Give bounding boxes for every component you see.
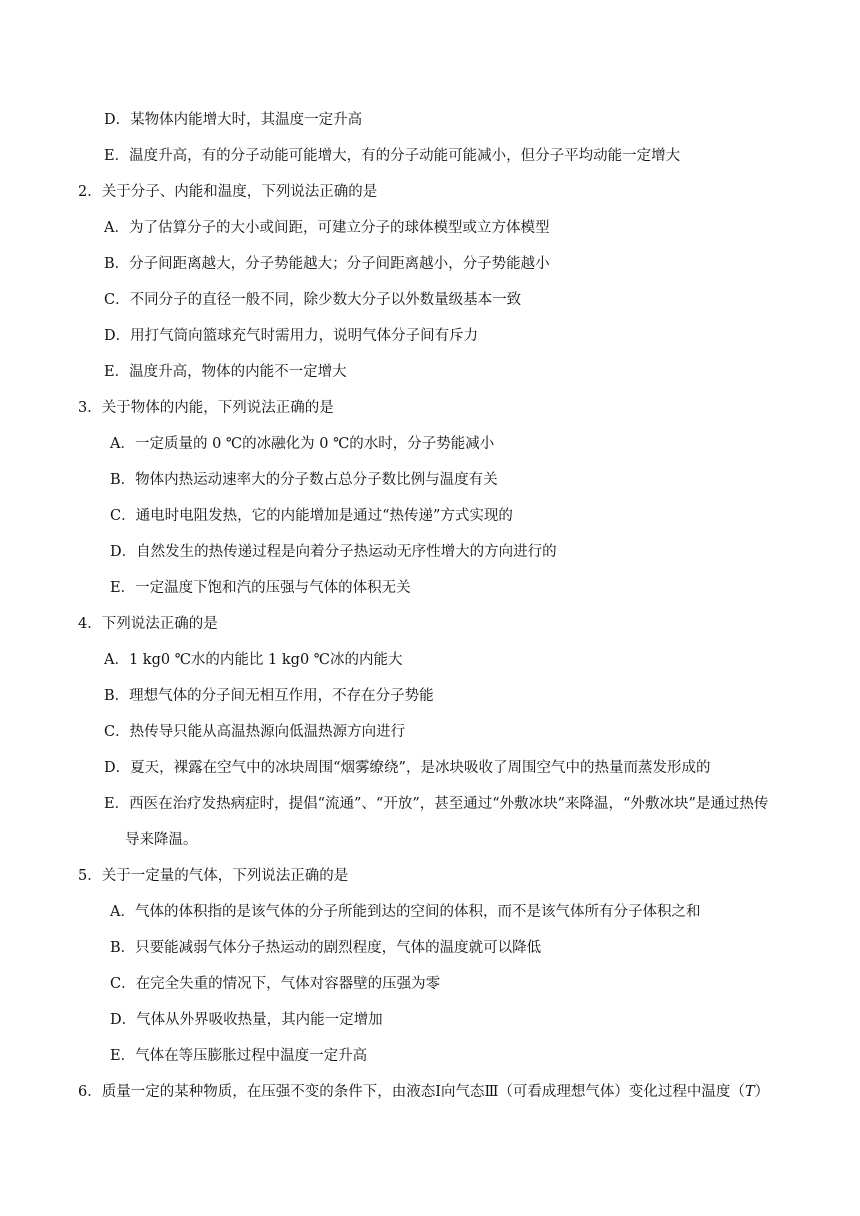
q4-option-d: D．夏天，裸露在空气中的冰块周围“烟雾缭绕”，是冰块吸收了周围空气中的热量而蒸发形成的	[104, 760, 711, 776]
q3-stem: 3．关于物体的内能，下列说法正确的是	[78, 400, 334, 416]
q5-option-e: E．气体在等压膨胀过程中温度一定升高	[110, 1048, 368, 1064]
q5-option-d: D．气体从外界吸收热量，其内能一定增加	[110, 1012, 383, 1028]
q4-option-e-continued: 导来降温。	[125, 832, 198, 848]
q5-option-c: C．在完全失重的情况下，气体对容器壁的压强为零	[110, 976, 441, 992]
q6-stem	[78, 1082, 769, 1102]
q6-stem-before: 6．质量一定的某种物质，在压强不变的条件下，由液态Ⅰ向气态Ⅲ（可看成理想气体）变化过程中温度（	[78, 1084, 745, 1100]
q2-stem: 2．关于分子、内能和温度，下列说法正确的是	[78, 184, 378, 200]
q1-option-e: E．温度升高，有的分子动能可能增大，有的分子动能可能减小，但分子平均动能一定增大	[104, 148, 681, 164]
q5-option-b: B．只要能减弱气体分子热运动的剧烈程度，气体的温度就可以降低	[110, 940, 542, 956]
q3-option-b: B．物体内热运动速率大的分子数占总分子数比例与温度有关	[110, 472, 498, 488]
q2-option-a: A．为了估算分子的大小或间距，可建立分子的球体模型或立方体模型	[104, 220, 550, 236]
q3-option-a: A．一定质量的 0 ℃的冰融化为 0 ℃的水时，分子势能减小	[110, 436, 495, 452]
q4-option-a: A．1 kg0 ℃水的内能比 1 kg0 ℃冰的内能大	[104, 652, 403, 668]
q2-option-b: B．分子间距离越大，分子势能越大；分子间距离越小，分子势能越小	[104, 256, 550, 272]
q2-option-d: D．用打气筒向篮球充气时需用力，说明气体分子间有斥力	[104, 328, 479, 344]
q4-option-e: E．西医在治疗发热病症时，提倡“流通”、“开放”，甚至通过“外敷冰块”来降温，“外敷冰块”是通过热传	[104, 796, 769, 812]
q3-option-c: C．通电时电阻发热，它的内能增加是通过“热传递”方式实现的	[110, 508, 513, 524]
q5-option-a: A．气体的体积指的是该气体的分子所能到达的空间的体积，而不是该气体所有分子体积之和	[110, 904, 701, 920]
q6-temperature-symbol: T	[744, 1084, 755, 1100]
q2-option-e: E．温度升高，物体的内能不一定增大	[104, 364, 347, 380]
q6-stem-after: ）	[754, 1084, 770, 1100]
q4-stem: 4．下列说法正确的是	[78, 616, 218, 632]
q5-stem: 5．关于一定量的气体，下列说法正确的是	[78, 868, 349, 884]
q3-option-d: D．自然发生的热传递过程是向着分子热运动无序性增大的方向进行的	[110, 544, 557, 560]
q4-option-c: C．热传导只能从高温热源向低温热源方向进行	[104, 724, 406, 740]
q1-option-d: D．某物体内能增大时，其温度一定升高	[104, 112, 363, 128]
q2-option-c: C．不同分子的直径一般不同，除少数大分子以外数量级基本一致	[104, 292, 522, 308]
q3-option-e: E．一定温度下饱和汽的压强与气体的体积无关	[110, 580, 411, 596]
q4-option-b: B．理想气体的分子间无相互作用，不存在分子势能	[104, 688, 434, 704]
